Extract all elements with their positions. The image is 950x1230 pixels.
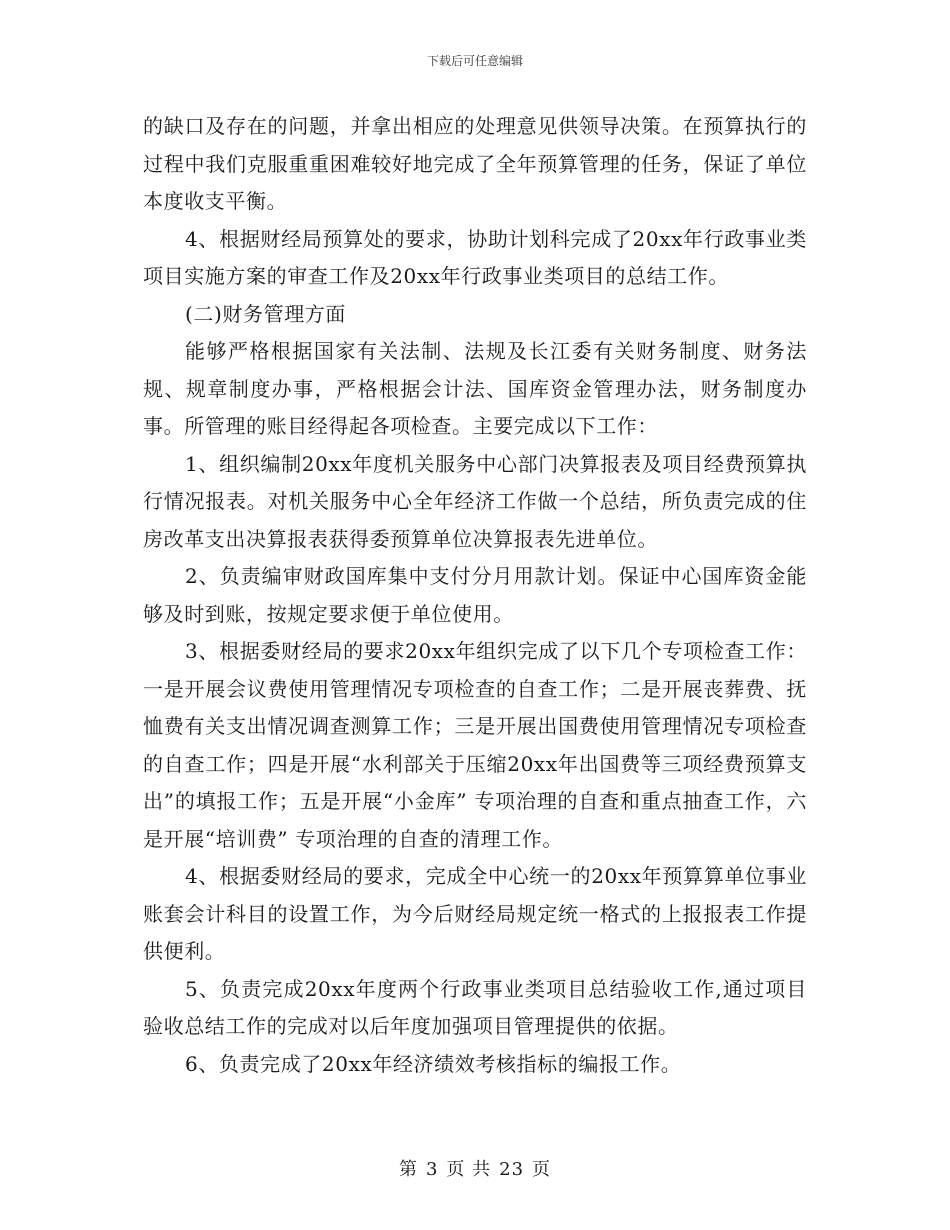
paragraph-item-6: 6、负责完成了20xx年经济绩效考核指标的编报工作。 [185,1051,682,1076]
footer-prefix: 第 [398,1159,418,1180]
paragraph-item-4-budget: 4、根据财经局预算处的要求，协助计划科完成了20xx年行政事业类项目实施方案的审查工作及20xx年行政事业类项目的总结工作。 [143,226,807,288]
page-footer [0,1155,950,1181]
document-body [143,108,807,1083]
footer-suffix: 页 [532,1159,552,1180]
paragraph-item-5: 5、负责完成20xx年度两个行政事业类项目总结验收工作,通过项目验收总结工作的完成对以后年度加强项目管理提供的依据。 [143,976,807,1038]
total-pages: 23 [499,1159,525,1180]
paragraph-item-3: 3、根据委财经局的要求20xx年组织完成了以下几个专项检查工作：一是开展会议费使用管理情况专项检查的自查工作；二是开展丧葬费、抚恤费有关支出情况调查测算工作；三是开展出国费使用管理情况专项检查的自查工作；四是开展“水利部关于压缩20xx年出国费等三项经费预算支出”的填报工作；五是开展“小金库” 专项治理的自查和重点抽查工作，六是开展“培训费” 专项治理的自查的清理工作。 [143,639,807,851]
section-heading-financial-management: (二)财务管理方面 [185,301,347,326]
paragraph-continuation: 的缺口及存在的问题，并拿出相应的处理意见供领导决策。在预算执行的过程中我们克服重重困难较好地完成了全年预算管理的任务，保证了单位本度收支平衡。 [143,114,807,213]
paragraph-item-4: 4、根据委财经局的要求，完成全中心统一的20xx年预算算单位事业账套会计科目的设置工作，为今后财经局规定统一格式的上报报表工作提供便利。 [143,864,807,963]
paragraph-financial-intro: 能够严格根据国家有关法制、法规及长江委有关财务制度、财务法规、规章制度办事，严格根据会计法、国库资金管理办法，财务制度办事。所管理的账目经得起各项检查。主要完成以下工作： [143,339,807,438]
paragraph-item-1: 1、组织编制20xx年度机关服务中心部门决算报表及项目经费预算执行情况报表。对机关服务中心全年经济工作做一个总结，所负责完成的住房改革支出决算报表获得委预算单位决算报表先进单位。 [143,451,807,551]
page-number: 3 [425,1159,439,1180]
paragraph-item-2: 2、负责编审财政国库集中支付分月用款计划。保证中心国库资金能够及时到账，按规定要求便于单位使用。 [143,564,807,626]
footer-middle: 页 共 [446,1159,492,1180]
page-header: 下载后可任意编辑 [426,54,523,68]
